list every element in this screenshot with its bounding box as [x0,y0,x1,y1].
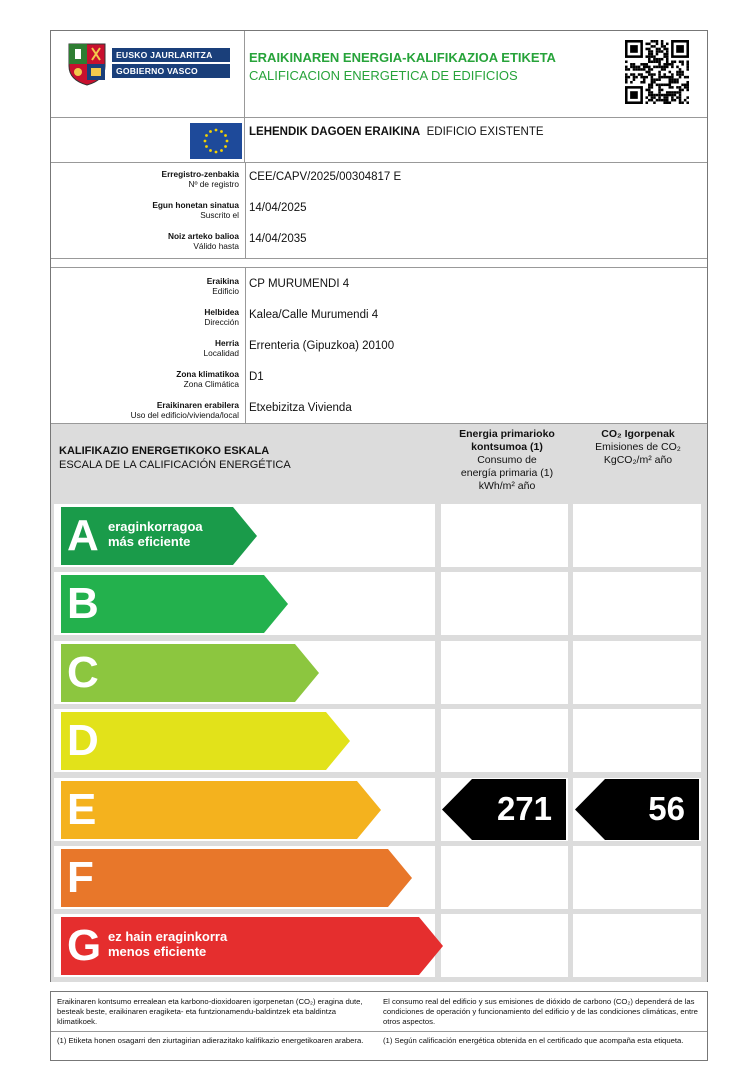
registry-block [51,163,707,259]
consumption-cell [441,641,568,704]
basque-government-logo [65,40,231,86]
field-label-es: Dirección [204,317,239,327]
building-block [51,267,707,424]
class-letter: E [67,784,97,834]
consumption-column-header [445,428,569,493]
class-efficiency-note [108,519,203,549]
class-letter: D [67,716,99,766]
consumption-header-es-line2: energía primaria (1) [460,467,554,479]
consumption-header-es-line1: Consumo de [477,454,537,466]
consumption-cell [441,504,568,567]
field-label-eu: Eraikina [206,276,239,286]
scale-title-eu: KALIFIKAZIO ENERGETIKOKO ESKALA [59,445,270,457]
efficiency-note-es: menos eficiente [108,944,207,960]
emissions-unit: KgCO₂/m² año [603,454,673,466]
emissions-cell [573,504,701,567]
eu-flag-icon [190,123,242,159]
label-title-eu: ERAIKINAREN ENERGIA-KALIFIKAZIOA ETIKETA [249,50,556,65]
class-efficiency-note [108,929,227,959]
class-arrow-f [61,849,412,907]
footnote-real-consumption-es: El consumo real del edificio y sus emisiones de dióxido de carbono (CO₂) dependerá de las condiciones de operación y funcionamiento del edificio y de las condiciones climáticas, entre otros aspectos. [383,997,698,1026]
footnotes [50,991,708,1061]
emissions-cell [573,846,701,909]
energy-label [50,30,708,982]
class-letter: A [67,511,99,560]
building-type-eu: LEHENDIK DAGOEN ERAIKINA [249,126,421,138]
label-title-es: CALIFICACION ENERGETICA DE EDIFICIOS [249,68,518,83]
field-label-eu: Egun honetan sinatua [152,200,239,210]
emissions-cell [573,572,701,635]
efficiency-note-es: más eficiente [108,534,191,549]
consumption-cell [441,572,568,635]
title-cell [245,31,607,118]
field-label-es: Localidad [203,348,239,358]
emissions-header-eu: CO₂ Igorpenak [601,428,675,440]
class-arrow-c [61,644,319,702]
class-arrow-e [61,781,381,839]
valid-until-date: 14/04/2035 [249,233,307,245]
climate-zone: D1 [249,371,264,383]
efficiency-note-eu: ez hain eraginkorra [108,929,228,945]
building-type [249,126,544,138]
field-label-es: Suscrito el [200,210,239,220]
consumption-cell [441,709,568,772]
field-label-eu: Eraikinaren erabilera [156,400,239,410]
coat-of-arms-icon [65,40,109,86]
field-label-eu: Helbidea [204,307,239,317]
field-label-es: Válido hasta [193,241,239,251]
building-name: CP MURUMENDI 4 [249,278,350,290]
field-label-eu: Erregistro-zenbakia [161,169,239,179]
class-letter: C [67,647,99,697]
gov-name-eu: EUSKO JAURLARITZA [112,48,230,62]
emissions-column-header [573,428,703,467]
rating-scale [51,424,707,982]
consumption-header-eu-line2: kontsumoa (1) [471,441,543,453]
flag-cell [51,118,245,163]
footnote-1-eu: (1) Etiketa honen osagarri den ziurtagirian adierazitako kalifikazio energetikoaren arabera. [57,1036,364,1045]
efficiency-note-eu: eraginkorragoa [108,519,203,534]
field-label-eu: Noiz arteko balioa [167,231,239,241]
qr-cell [607,31,707,118]
emissions-cell [573,641,701,704]
consumption-pointer [442,779,566,840]
building-locality: Errenteria (Gipuzkoa) 20100 [249,340,395,352]
registry-number: CEE/CAPV/2025/00304817 E [249,171,402,183]
consumption-pointer-value: 271 [496,789,552,827]
consumption-header-eu-line1: Energia primarioko [459,428,555,440]
logo-cell [51,31,245,118]
field-label-es: Edificio [212,286,239,296]
building-type-cell [245,118,707,163]
signed-date: 14/04/2025 [249,202,307,214]
field-label-eu: Zona klimatikoa [176,369,239,379]
consumption-unit: kWh/m² año [478,480,536,492]
field-label-es: Nº de registro [188,179,239,189]
field-label-es: Uso del edificio/vivienda/local [130,410,239,420]
class-letter: F [67,853,94,902]
emissions-cell [573,914,701,977]
class-letter: B [67,579,99,629]
field-label-es: Zona Climática [183,379,239,389]
qr-code-icon[interactable] [625,40,689,104]
class-letter: G [67,921,102,971]
emissions-pointer [575,779,699,840]
footnote-1-es: (1) Según calificación energética obtenida en el certificado que acompaña esta etiqueta. [383,1036,684,1045]
consumption-cell [441,914,568,977]
consumption-cell [441,846,568,909]
building-use: Etxebizitza Vivienda [249,402,352,414]
emissions-header-es: Emisiones de CO₂ [595,441,681,453]
field-label-eu: Herria [215,338,239,348]
footnote-real-consumption-eu: Eraikinaren kontsumo errealean eta karbono-dioxidoaren igorpenetan (CO₂) eragina dute, besteak beste, eraikinaren eragiketa- eta funtzionamendu-baldintzek eta baldintza klimatikoek. [57,997,363,1026]
building-address: Kalea/Calle Murumendi 4 [249,309,379,321]
scale-title [59,444,291,472]
gov-name-es: GOBIERNO VASCO [112,64,230,78]
emissions-pointer-value: 56 [648,789,685,827]
emissions-cell [573,709,701,772]
class-arrow-d [61,712,350,770]
building-type-es: EDIFICIO EXISTENTE [426,126,544,138]
scale-title-es: ESCALA DE LA CALIFICACIÓN ENERGÉTICA [59,459,291,471]
